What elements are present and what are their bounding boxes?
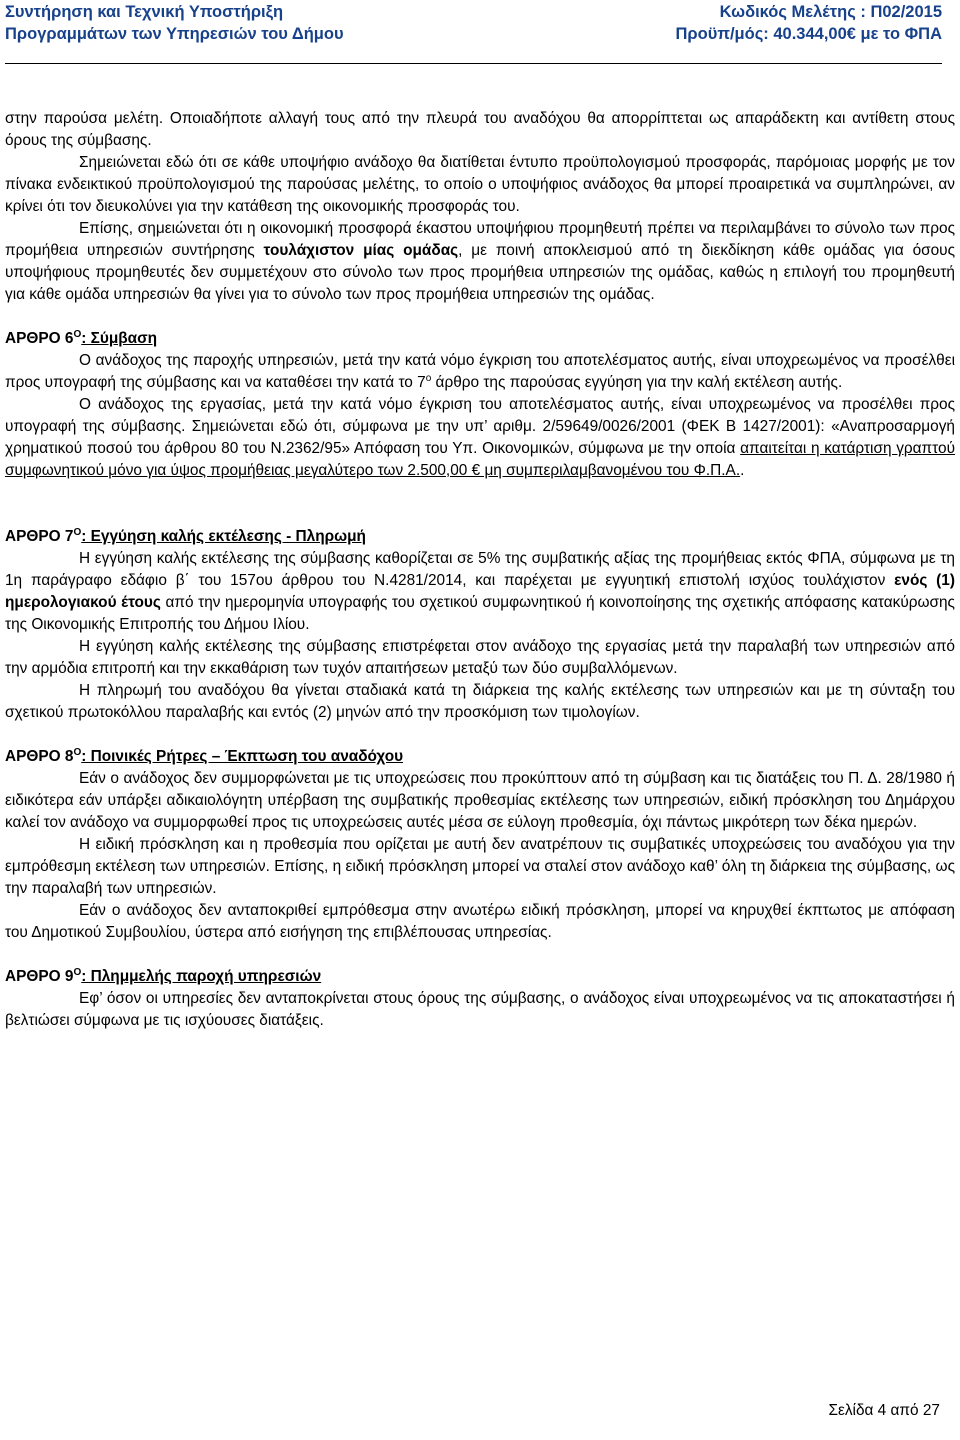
paragraph: Ο ανάδοχος της εργασίας, μετά την κατά νόμο έγκριση του αποτελέσματος αυτής, είναι υποχρεωμένος να προσέλθει προς υπογραφή της σύμβασης. Σημειώνεται εδώ ότι, σύμφωνα με την υπ’ αριθμ. 2/59649/0026/2001 (ΦΕΚ Β 1427/2001): «Αναπροσαρμογή χρηματικού ποσού του άρθρου 80 του Ν.2362/95» Απόφαση του Υπ. Οικονομικών, σύμφωνα με την οποία απαιτείται η κατάρτιση γραπτού συμφωνητικού μόνο για ύψος προμήθειας μεγαλύτερο των 2.500,00 € μη συμπεριλαμβανομένου του Φ.Π.Α.. bbox=[5, 396, 956, 479]
paragraph: Η πληρωμή του αναδόχου θα γίνεται σταδιακά κατά τη διάρκεια της καλής εκτέλεσης των υπηρεσιών και με τη σύνταξη του σχετικού πρωτοκόλλου παραλαβής και εντός (2) μηνών από την προσκόμιση των τιμολογίων. bbox=[5, 682, 955, 721]
paragraph: Η ειδική πρόσκληση και η προθεσμία που ορίζεται με αυτή δεν ανατρέπουν τις συμβατικές υποχρεώσεις του αναδόχου για την εμπρόθεσμη εκτέλεση των υπηρεσιών. Επίσης, η ειδική πρόσκληση μπορεί να σταλεί στον ανάδοχο καθ’ όλη τη διάρκεια της σύμβασης, ως την παραλαβή των υπηρεσιών. bbox=[5, 836, 955, 897]
emphasis-text: τουλάχιστον μίας ομάδας bbox=[263, 242, 459, 259]
header-study-code: Κωδικός Μελέτης : Π02/2015 bbox=[719, 3, 942, 21]
header-budget: Προϋπ/μός: 40.344,00€ με το ΦΠΑ bbox=[675, 25, 942, 43]
article-6-heading: ΑΡΘΡΟ $6^O$: Σύμβαση bbox=[5, 328, 158, 347]
article-8-heading: ΑΡΘΡΟ $8^O$: Ποινικές Ρήτρες – Έκπτωση του αναδόχου bbox=[5, 746, 404, 765]
document-body bbox=[5, 108, 955, 1032]
underlined-text: απαιτείται η κατάρτιση γραπτού συμφωνητικού μόνο για ύψος προμήθειας μεγαλύτερο των 2.500,00 € μη συμπεριλαμβανομένου του Φ.Π.Α. bbox=[5, 440, 956, 479]
header-project-subtitle: Προγραμμάτων των Υπηρεσιών του Δήμου bbox=[5, 25, 344, 43]
article-9-heading: ΑΡΘΡΟ $9^O$: Πλημμελής παροχή υπηρεσιών bbox=[5, 966, 322, 985]
header-project-title: Συντήρηση και Τεχνική Υποστήριξη bbox=[5, 3, 284, 21]
paragraph: Ο ανάδοχος της παροχής υπηρεσιών, μετά την κατά νόμο έγκριση του αποτελέσματος αυτής, είναι υποχρεωμένος να προσέλθει προς υπογραφή της σύμβασης και να καταθέσει την κατά το $7^o$ άρθρο της παρούσας εγγύηση για την καλή εκτέλεση αυτής. bbox=[5, 352, 955, 391]
paragraph: στην παρούσα μελέτη. Οποιαδήποτε αλλαγή τους από την πλευρά του αναδόχου θα απορρίπτεται ως απαράδεκτη και αντίθετη στους όρους της σύμβασης. bbox=[5, 110, 955, 149]
paragraph: Επίσης, σημειώνεται ότι η οικονομική προσφορά έκαστου υποψήφιου προμηθευτή πρέπει να περιλαμβάνει το σύνολο των προς προμήθεια υπηρεσιών συντήρησης τουλάχιστον μίας ομάδας, με ποινή αποκλεισμού από τη διεκδίκηση κάθε ομάδας για όσους υποψήφιους προμηθευτές δεν συμμετέχουν στο σύνολο των προς προμήθεια υπηρεσιών της ομάδας, καθώς η επιλογή του προμηθευτή για κάθε ομάδα υπηρεσιών θα γίνει για το σύνολο των προς προμήθεια υπηρεσιών της ομάδας. bbox=[5, 220, 956, 303]
paragraph: Εάν ο ανάδοχος δεν ανταποκριθεί εμπρόθεσμα στην ανωτέρω ειδική πρόσκληση, μπορεί να κηρυχθεί έκπτωτος με απόφαση του Δημοτικού Συμβουλίου, ύστερα από εισήγηση της επιβλέπουσας υπηρεσίας. bbox=[5, 902, 955, 941]
article-7-heading: ΑΡΘΡΟ $7^O$: Εγγύηση καλής εκτέλεσης - Πληρωμή bbox=[5, 526, 366, 545]
paragraph: Η εγγύηση καλής εκτέλεσης της σύμβασης καθορίζεται σε 5% της συμβατικής αξίας της προμήθειας εκτός ΦΠΑ, σύμφωνα με τη 1η παράγραφο εδάφιο β΄ του 157ου άρθρου του Ν.4281/2014, και παρέχεται με εγγυητική επιστολή ισχύος τουλάχιστον ενός (1) ημερολογιακού έτους από την ημερομηνία υπογραφής του σχετικού συμφωνητικού ή κοινοποίησης της σχετικής απόφασης κατακύρωσης της Οικονομικής Επιτροπής του Δήμου Ιλίου. bbox=[5, 550, 955, 633]
paragraph: Η εγγύηση καλής εκτέλεσης της σύμβασης επιστρέφεται στον ανάδοχο της εργασίας μετά την παραλαβή των υπηρεσιών από την αρμόδια επιτροπή και την εκκαθάριση των τυχόν απαιτήσεων μεταξύ των δύο συμβαλλόμενων. bbox=[5, 638, 955, 677]
page-number: Σελίδα 4 από 27 bbox=[828, 1402, 940, 1419]
emphasis-text: ενός (1) ημερολογιακού έτους bbox=[5, 572, 955, 611]
paragraph: Εφ’ όσον οι υπηρεσίες δεν ανταποκρίνεται στους όρους της σύμβασης, ο ανάδοχος είναι υποχρεωμένος να τις αποκαταστήσει ή βελτιώσει σύμφωνα με τις ισχύουσες διατάξεις. bbox=[5, 990, 955, 1029]
paragraph: Εάν ο ανάδοχος δεν συμμορφώνεται με τις υποχρεώσεις που προκύπτουν από τη σύμβαση και τις διατάξεις του Π. Δ. 28/1980 ή ειδικότερα εάν υπάρξει αδικαιολόγητη υπέρβαση της συμβατικής προθεσμίας εκτέλεσης των υπηρεσιών, ειδική πρόσκληση του Δημάρχου καλεί τον ανάδοχο να συμμορφωθεί προς τις υποχρεώσεις αυτές μέσα σε εύλογη προθεσμία, όχι πάντως μικρότερη των δέκα ημερών. bbox=[5, 770, 955, 831]
paragraph: Σημειώνεται εδώ ότι σε κάθε υποψήφιο ανάδοχο θα διατίθεται έντυπο προϋπολογισμού προσφοράς, παρόμοιας μορφής με τον πίνακα ενδεικτικού προϋπολογισμού της παρούσας μελέτης, το οποίο ο υποψήφιος ανάδοχος θα μπορεί προαιρετικά να συμπληρώνει, αν κρίνει ότι τον διευκολύνει για την κατάθεση της οικονομικής προσφοράς του. bbox=[5, 154, 955, 215]
header-divider bbox=[5, 63, 942, 64]
